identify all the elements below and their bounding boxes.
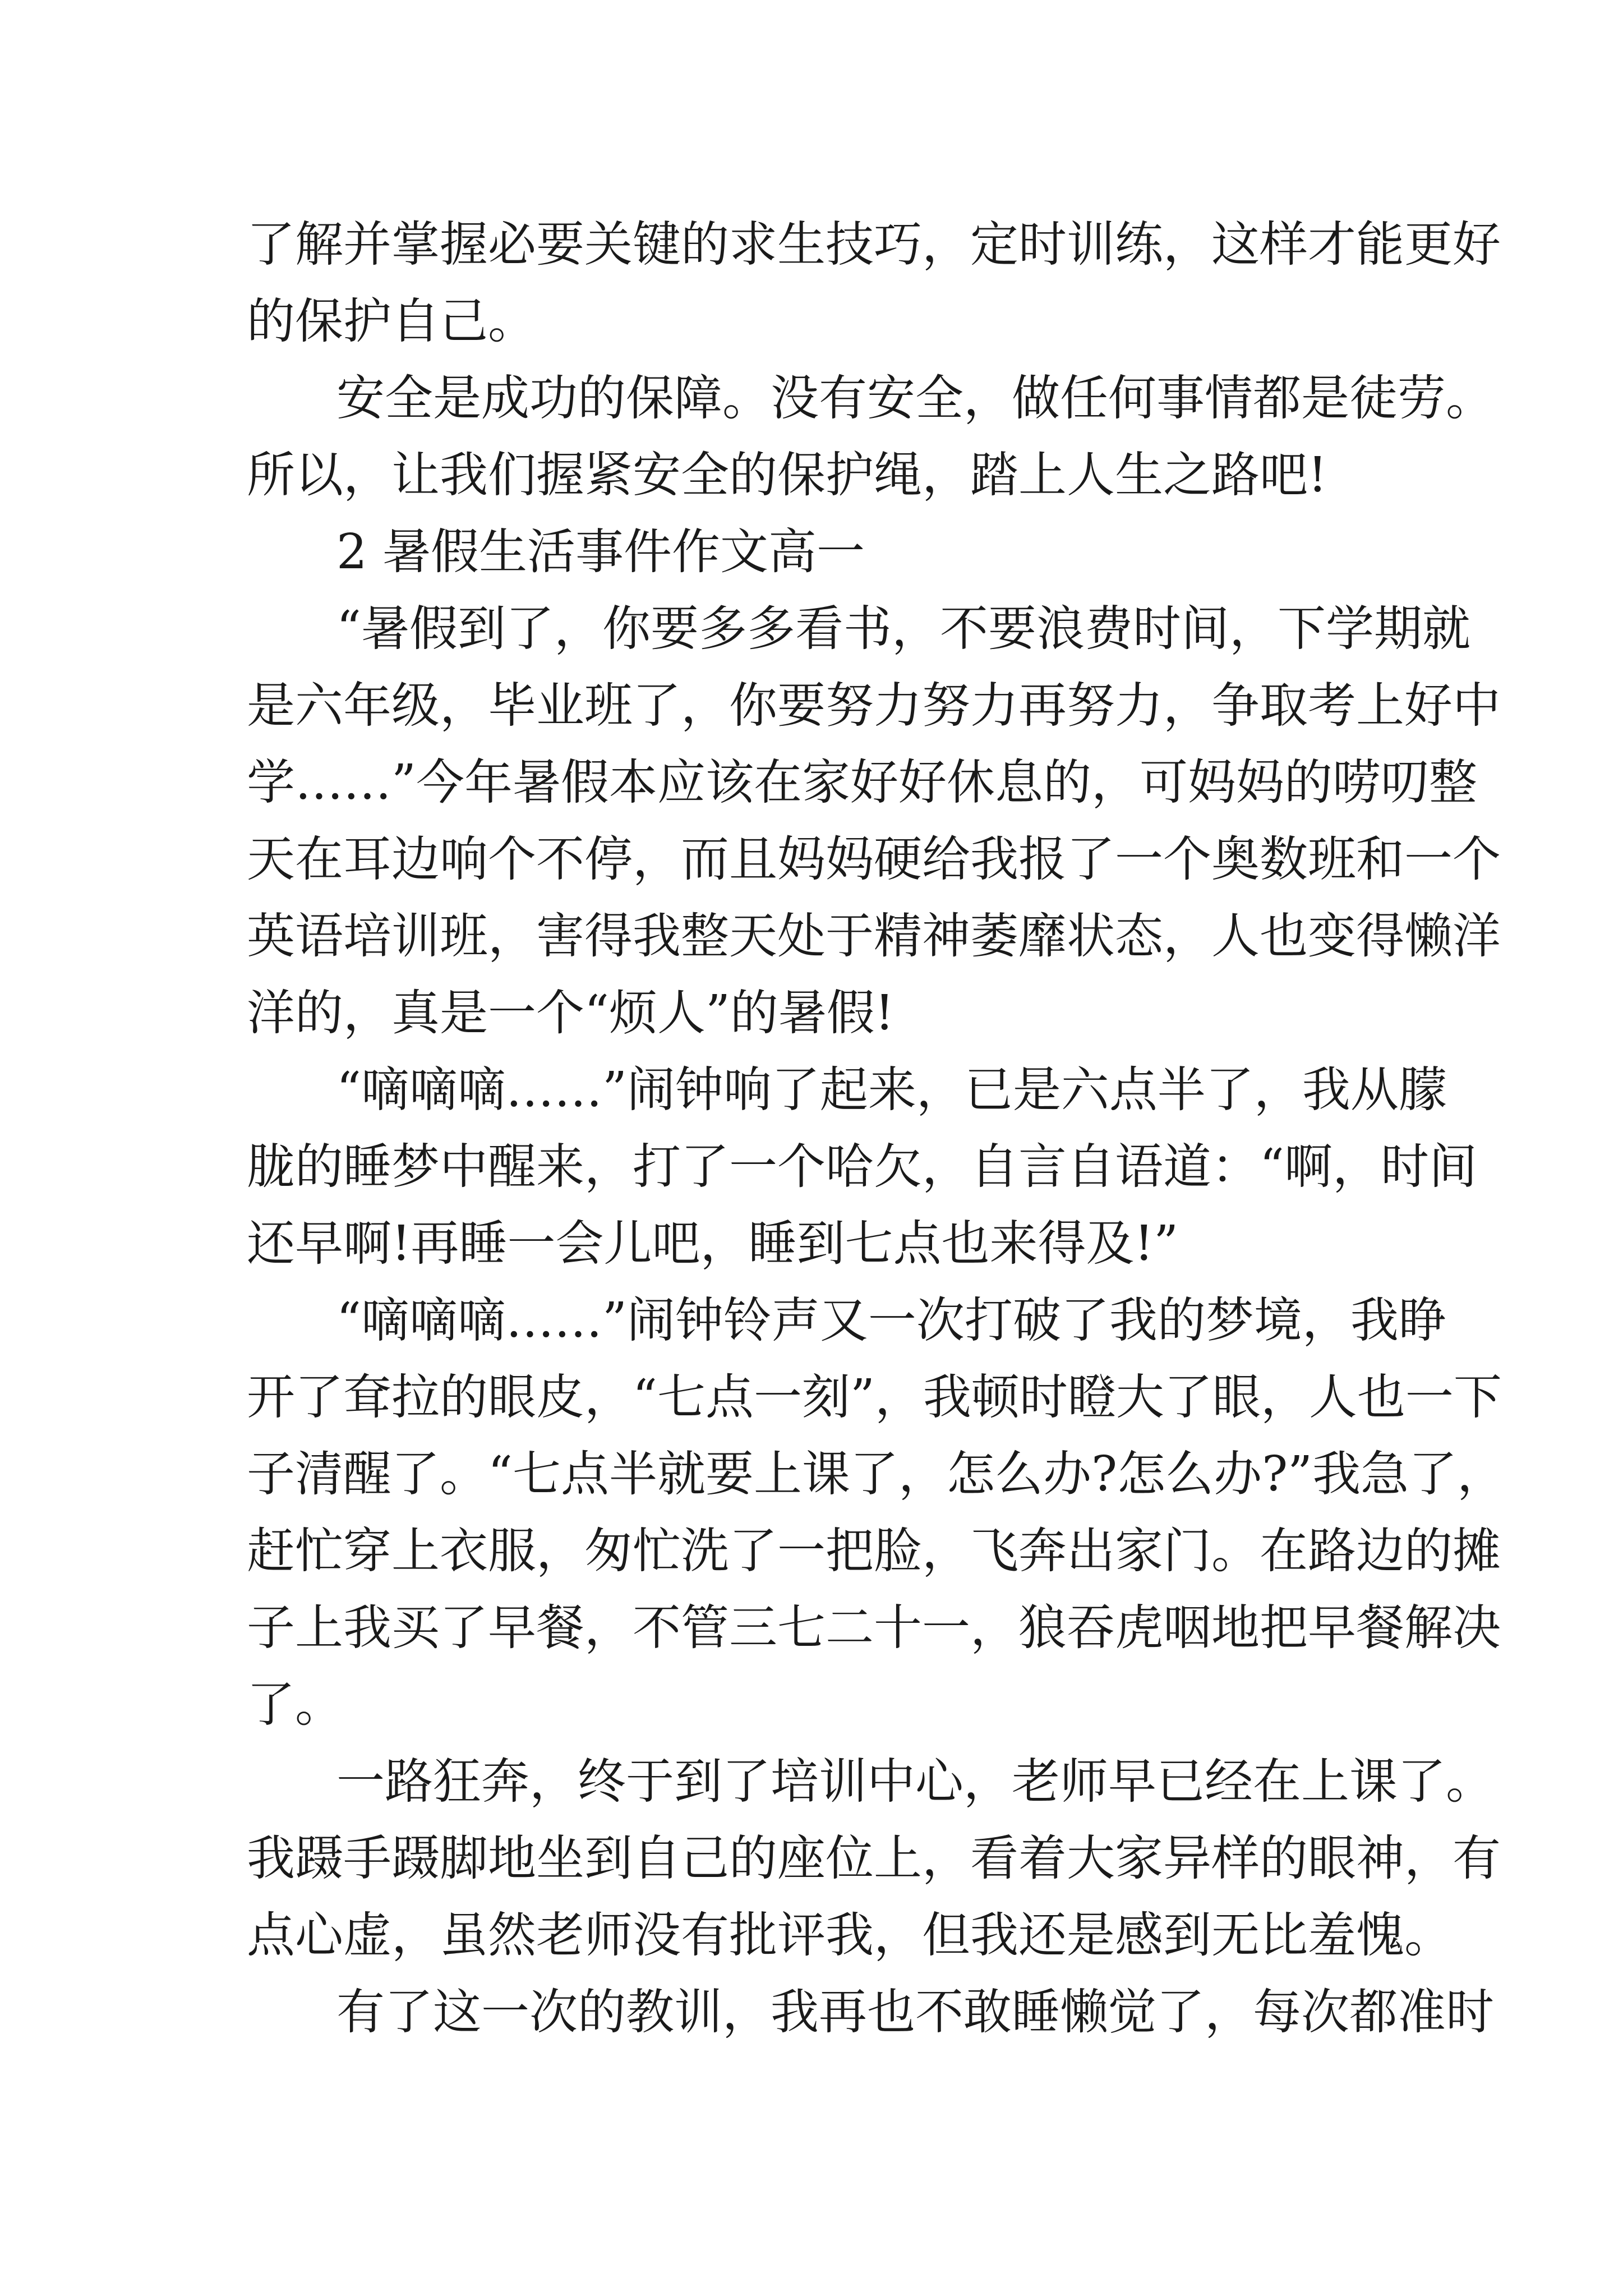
text-line: 子上我买了早餐，不管三七二十一，狼吞虎咽地把早餐解决 — [247, 1600, 1501, 1656]
text-line: 安全是成功的保障。没有安全，做任何事情都是徒劳。 — [336, 370, 1494, 426]
text-line: 2 暑假生活事件作文高一 — [336, 524, 865, 580]
text-line: 子清醒了。“七点半就要上课了，怎么办?怎么办?”我急了， — [247, 1446, 1506, 1502]
text-line: 胧的睡梦中醒来，打了一个哈欠，自言自语道：“啊，时间 — [247, 1139, 1477, 1195]
text-line: 所以，让我们握紧安全的保护绳，踏上人生之路吧! — [247, 447, 1327, 503]
text-line: 还早啊!再睡一会儿吧，睡到七点也来得及!” — [247, 1216, 1179, 1272]
text-line: 一路狂奔，终于到了培训中心，老师早已经在上课了。 — [336, 1754, 1494, 1810]
text-line: 天在耳边响个不停，而且妈妈硬给我报了一个奥数班和一个 — [247, 831, 1501, 887]
text-line: 是六年级，毕业班了，你要努力努力再努力，争取考上好中 — [247, 678, 1501, 734]
text-line: 我蹑手蹑脚地坐到自己的座位上，看着大家异样的眼神，有 — [247, 1830, 1501, 1887]
text-line: “嘀嘀嘀……”闹钟铃声又一次打破了我的梦境，我睁 — [336, 1292, 1447, 1349]
text-line: 的保护自己。 — [247, 293, 536, 349]
body-text — [247, 206, 1506, 2051]
text-line: “嘀嘀嘀……”闹钟响了起来，已是六点半了，我从朦 — [336, 1062, 1447, 1118]
text-line: 有了这一次的教训，我再也不敢睡懒觉了，每次都准时 — [336, 1984, 1494, 2040]
text-line: 开了耷拉的眼皮，“七点一刻”，我顿时瞪大了眼，人也一下 — [247, 1369, 1502, 1425]
text-line: 洋的，真是一个“烦人”的暑假! — [247, 985, 895, 1041]
text-line: 英语培训班，害得我整天处于精神萎靡状态，人也变得懒洋 — [247, 908, 1501, 964]
text-line: “暑假到了，你要多多看书，不要浪费时间，下学期就 — [336, 601, 1470, 657]
text-line: 了解并掌握必要关键的求生技巧，定时训练，这样才能更好 — [247, 217, 1501, 273]
text-line: 学……”今年暑假本应该在家好好休息的，可妈妈的唠叨整 — [247, 754, 1477, 811]
text-line: 赶忙穿上衣服，匆忙洗了一把脸，飞奔出家门。在路边的摊 — [247, 1523, 1501, 1579]
text-line: 点心虚，虽然老师没有批评我，但我还是感到无比羞愧。 — [247, 1907, 1453, 1963]
text-line: 了。 — [247, 1677, 343, 1733]
